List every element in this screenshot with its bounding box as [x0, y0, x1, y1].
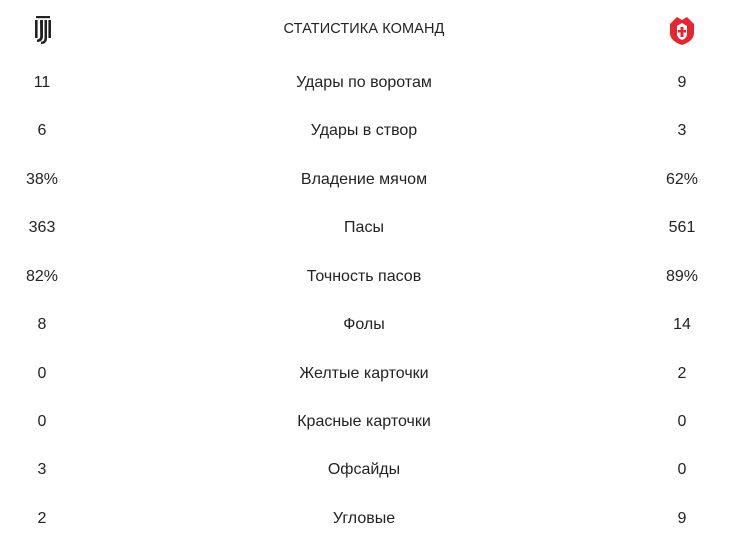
stat-label: Красные карточки [297, 413, 431, 430]
stat-label: Владение мячом [300, 171, 428, 188]
stat-row-yellow-cards [0, 360, 730, 388]
stat-row-corners [0, 505, 730, 533]
away-value: 62% [665, 171, 699, 188]
home-value: 2 [37, 510, 47, 527]
home-value: 11 [33, 74, 51, 91]
away-value: 561 [668, 219, 696, 236]
away-value: 89% [665, 268, 699, 285]
stat-label: Желтые карточки [299, 365, 429, 382]
home-value: 38% [25, 171, 59, 188]
away-value: 9 [677, 510, 687, 527]
stat-row-passes [0, 214, 730, 242]
stats-title: СТАТИСТИКА КОМАНД [283, 21, 445, 37]
away-value: 0 [677, 413, 687, 430]
stat-label: Угловые [332, 510, 396, 527]
home-value: 3 [37, 461, 47, 478]
away-value: 14 [673, 316, 691, 333]
stat-row-fouls [0, 311, 730, 339]
away-value: 2 [677, 365, 687, 382]
stat-row-red-cards [0, 408, 730, 436]
monza-logo-icon [668, 16, 696, 46]
stat-row-shots-on-target [0, 117, 730, 145]
away-value: 3 [677, 122, 687, 139]
stat-row-possession [0, 166, 730, 194]
home-value: 0 [37, 365, 47, 382]
stat-row-pass-accuracy [0, 263, 730, 291]
away-value: 9 [677, 74, 687, 91]
stat-row-shots [0, 69, 730, 97]
stats-header [0, 15, 730, 43]
stat-label: Офсайды [327, 461, 401, 478]
home-value: 82% [25, 268, 59, 285]
stat-label: Фолы [343, 316, 385, 333]
stat-label: Удары в створ [310, 122, 418, 139]
stat-row-offsides [0, 456, 730, 484]
stat-label: Точность пасов [306, 268, 422, 285]
home-value: 8 [37, 316, 47, 333]
stat-label: Удары по воротам [296, 74, 432, 91]
home-value: 6 [37, 122, 47, 139]
away-value: 0 [677, 461, 687, 478]
home-value: 363 [28, 219, 56, 236]
home-value: 0 [37, 413, 47, 430]
stat-label: Пасы [344, 219, 384, 236]
juventus-logo-icon [33, 16, 53, 46]
